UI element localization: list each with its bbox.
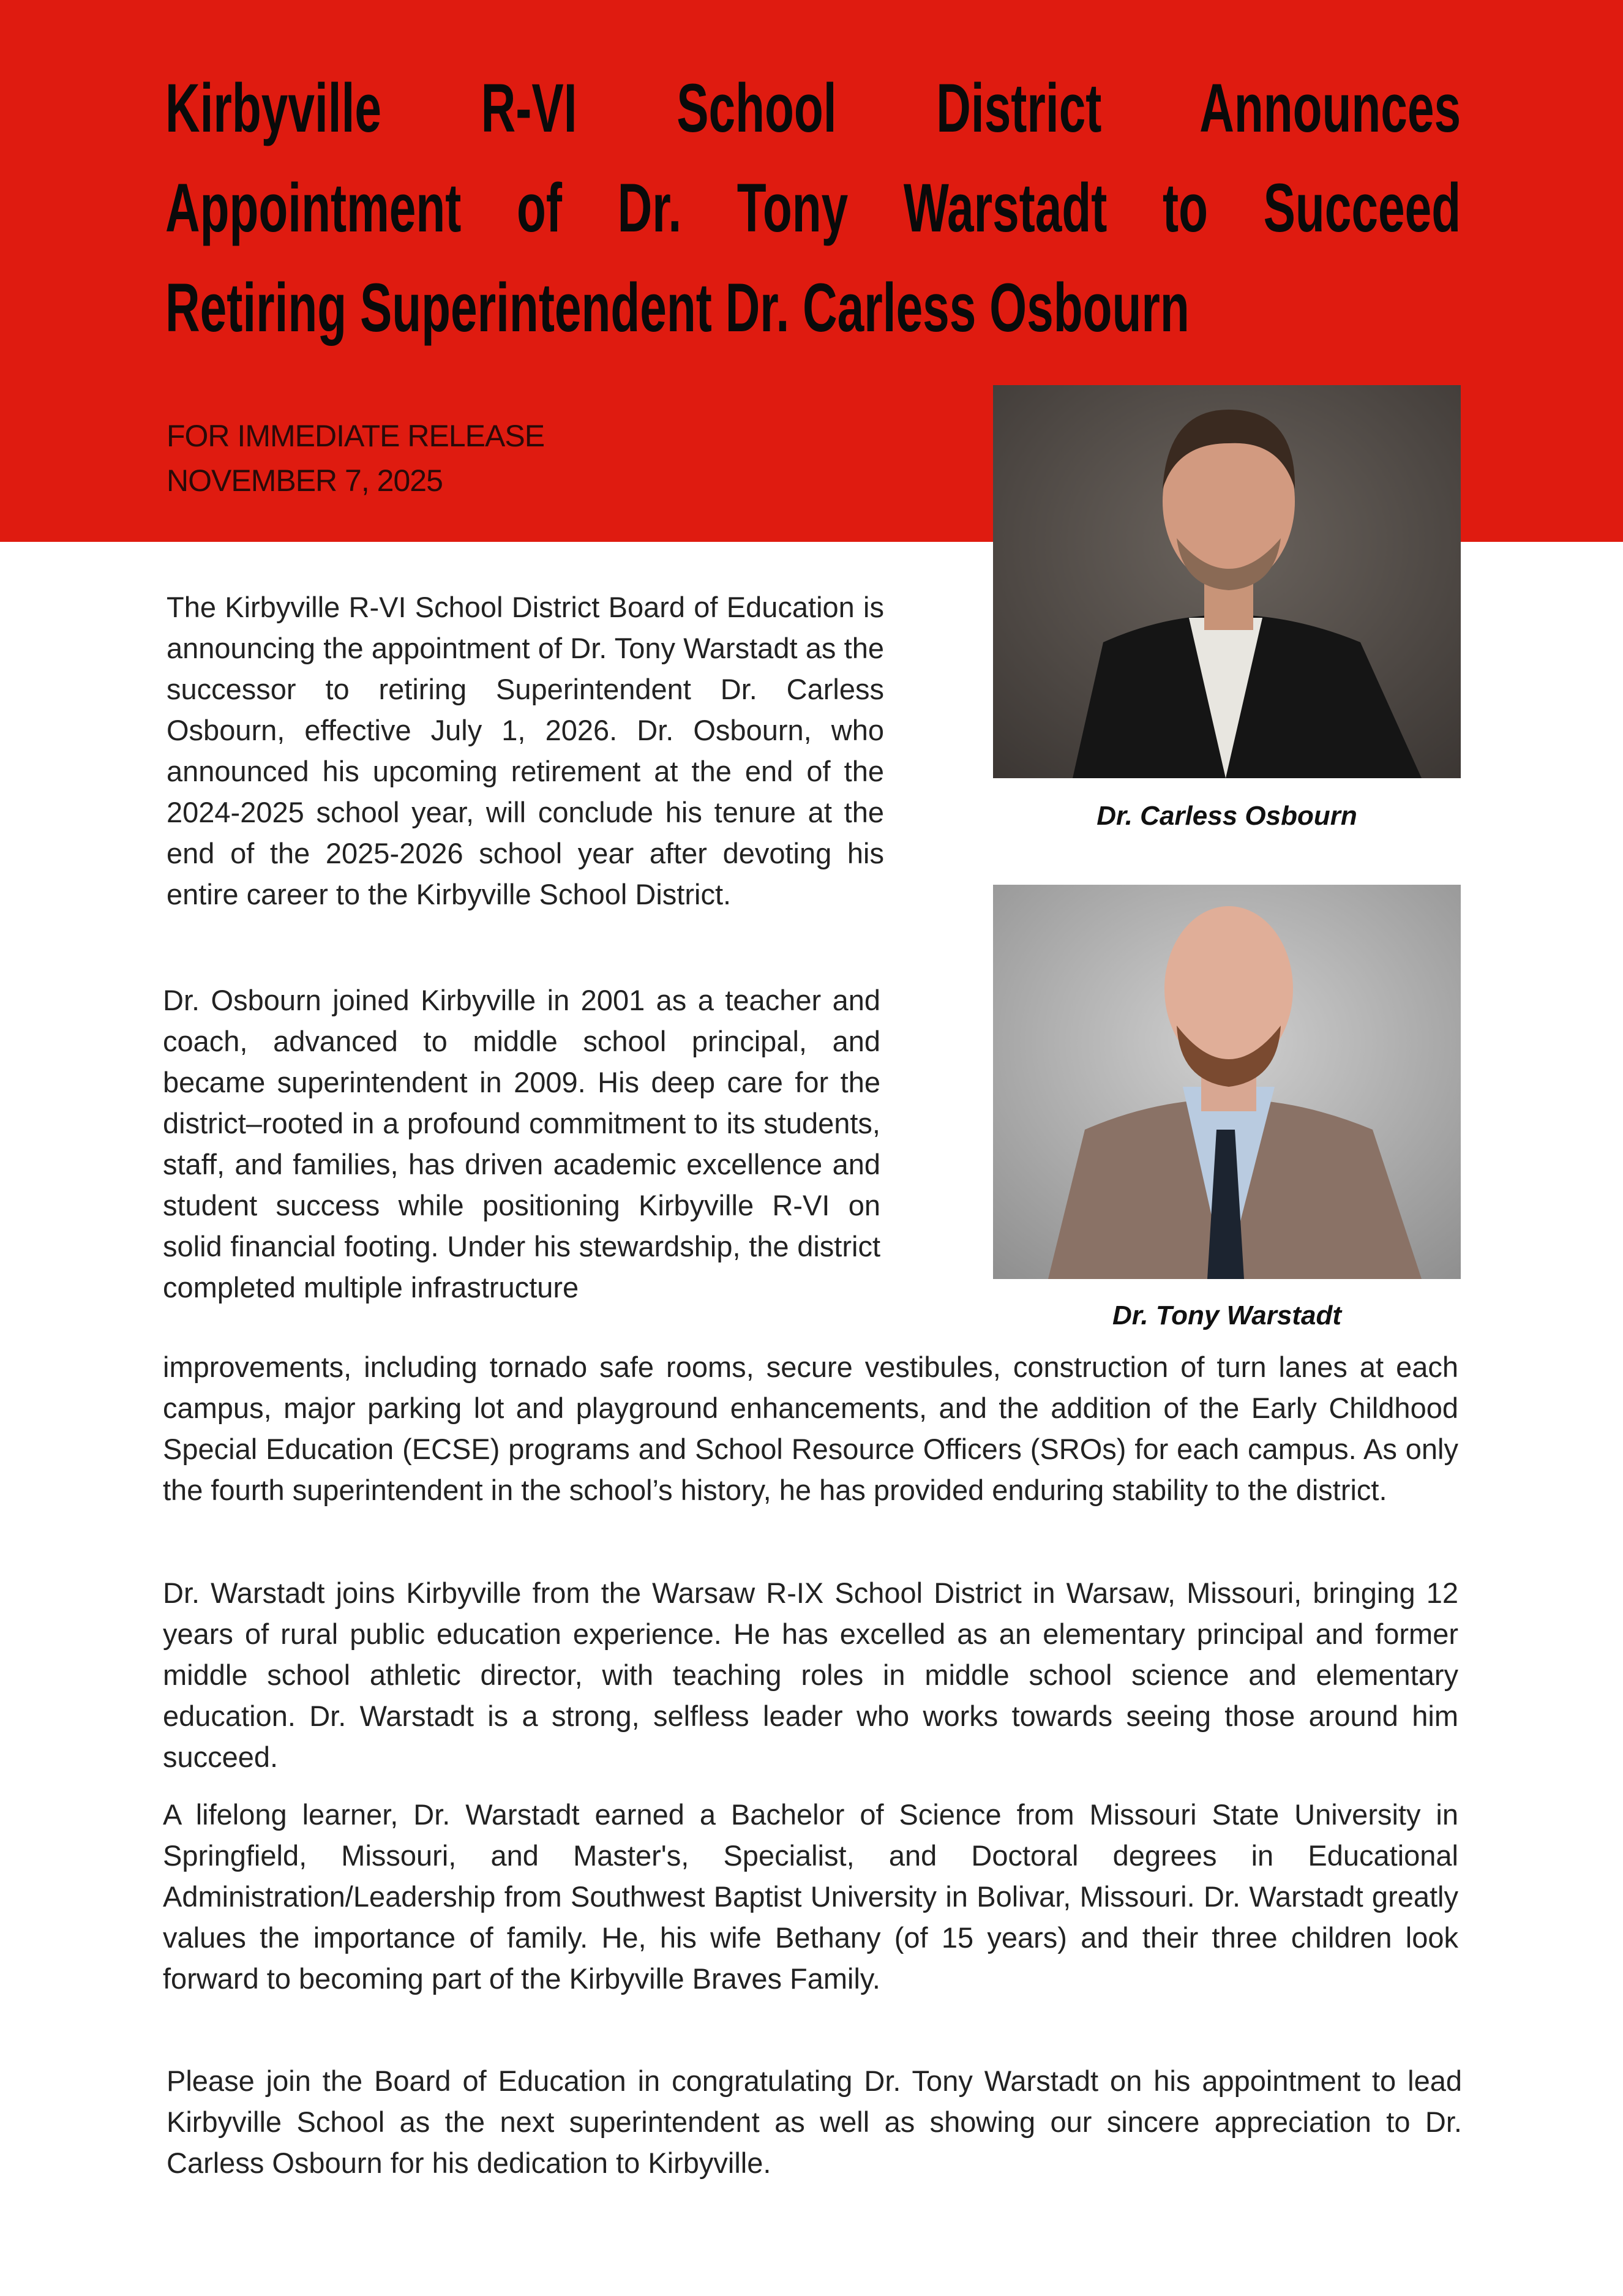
body-paragraph-2a: Dr. Osbourn joined Kirbyville in 2001 as a teacher and coach, advanced to middle school principal, and became superintendent in 2009. His deep care for the district–rooted in a profound commitment to its students, staff, and families, has driven academic excellence and student success while positioning Kirbyville R-VI on solid financial footing. Under his stewardship, the district completed multiple infrastructure bbox=[163, 984, 880, 1304]
headline-text bbox=[165, 58, 1461, 358]
photo-caption-warstadt: Dr. Tony Warstadt bbox=[1112, 1300, 1342, 1330]
photo-caption-osbourn: Dr. Carless Osbourn bbox=[1096, 801, 1357, 831]
headline-line-1: Kirbyville R-VI School District Announces bbox=[165, 70, 1461, 146]
body-paragraph-3: Dr. Warstadt joins Kirbyville from the Warsaw R-IX School District in Warsaw, Missouri, bringing 12 years of rural public education experience. He has excelled as an elementary principal and former middle school athletic director, with teaching roles in middle school science and elementary education. Dr. Warstadt is a strong, selfless leader who works towards seeing those around him succeed. bbox=[163, 1577, 1458, 1773]
body-paragraph-1: The Kirbyville R-VI School District Board of Education is announcing the appointment of Dr. Tony Warstadt as the successor to retiring Superintendent Dr. Carless Osbourn, effective July 1, 2026. Dr. Osbourn, who announced his upcoming retirement at the end of the 2024-2025 school year, will conclude his tenure at the end of the 2025-2026 school year after devoting his entire career to the Kirbyville School District. bbox=[167, 591, 884, 910]
body-paragraph-2b: improvements, including tornado safe rooms, secure vestibules, construction of turn lanes at each campus, major parking lot and playground enhancements, and the addition of the Early Childhood Special Education (ECSE) programs and School Resource Officers (SROs) for each campus. As only the fourth superintendent in the school’s history, he has provided enduring stability to the district. bbox=[163, 1351, 1458, 1506]
headline-line-3: Retiring Superintendent Dr. Carless Osbourn bbox=[165, 269, 1190, 346]
photo-osbourn bbox=[993, 385, 1461, 778]
body-paragraph-5: Please join the Board of Education in congratulating Dr. Tony Warstadt on his appointment to lead Kirbyville School as the next superintendent as well as showing our sincere appreciation to Dr. Carless Osbourn for his dedication to Kirbyville. bbox=[167, 2065, 1462, 2179]
headline-line-2: Appointment of Dr. Tony Warstadt to Succeed bbox=[165, 170, 1461, 246]
release-info bbox=[167, 414, 544, 503]
headline bbox=[165, 58, 1461, 358]
photo-warstadt bbox=[993, 885, 1461, 1279]
body-paragraph-4: A lifelong learner, Dr. Warstadt earned a Bachelor of Science from Missouri State University in Springfield, Missouri, and Master's, Specialist, and Doctoral degrees in Educational Administration/Leadership from Southwest Baptist University in Bolivar, Missouri. Dr. Warstadt greatly values the importance of family. He, his wife Bethany (of 15 years) and their three children look forward to becoming part of the Kirbyville Braves Family. bbox=[163, 1798, 1458, 1995]
release-date: NOVEMBER 7, 2025 bbox=[167, 463, 443, 498]
release-label: FOR IMMEDIATE RELEASE bbox=[167, 419, 545, 453]
